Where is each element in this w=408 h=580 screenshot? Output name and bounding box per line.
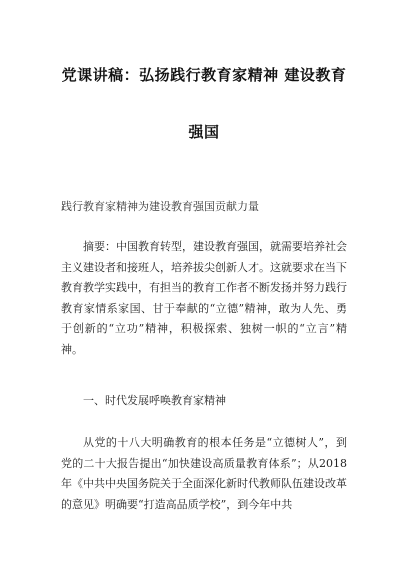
- document-subtitle: 践行教育家精神为建设教育强国贡献力量: [61, 200, 259, 213]
- abstract-paragraph: 摘要：中国教育转型，建设教育强国，就需要培养社会主义建设者和接班人，培养拔尖创新人才。这就要求在当下教育教学实践中，有担当的教育工作者不断发扬并努力践行教育家情系家国、甘于奉献的“立德”精神，敢为人先、勇于创新的“立功”精神，积极探索、独树一帜的“立言”精神。: [61, 240, 347, 356]
- body-paragraph: 从党的十八大明确教育的根本任务是“立德树人”，到党的二十大报告提出“加快建设高质量教育体系”；从2018年《中共中央国务院关于全面深化新时代教师队伍建设改革的意见》明确要“打造高品质学校”，到今年中共: [61, 436, 347, 511]
- section-heading: 一、时代发展呼唤教育家精神: [83, 394, 226, 407]
- document-title-line-2: 强国: [188, 123, 220, 141]
- document-title-line-1: 党课讲稿：弘扬践行教育家精神 建设教育: [61, 66, 347, 84]
